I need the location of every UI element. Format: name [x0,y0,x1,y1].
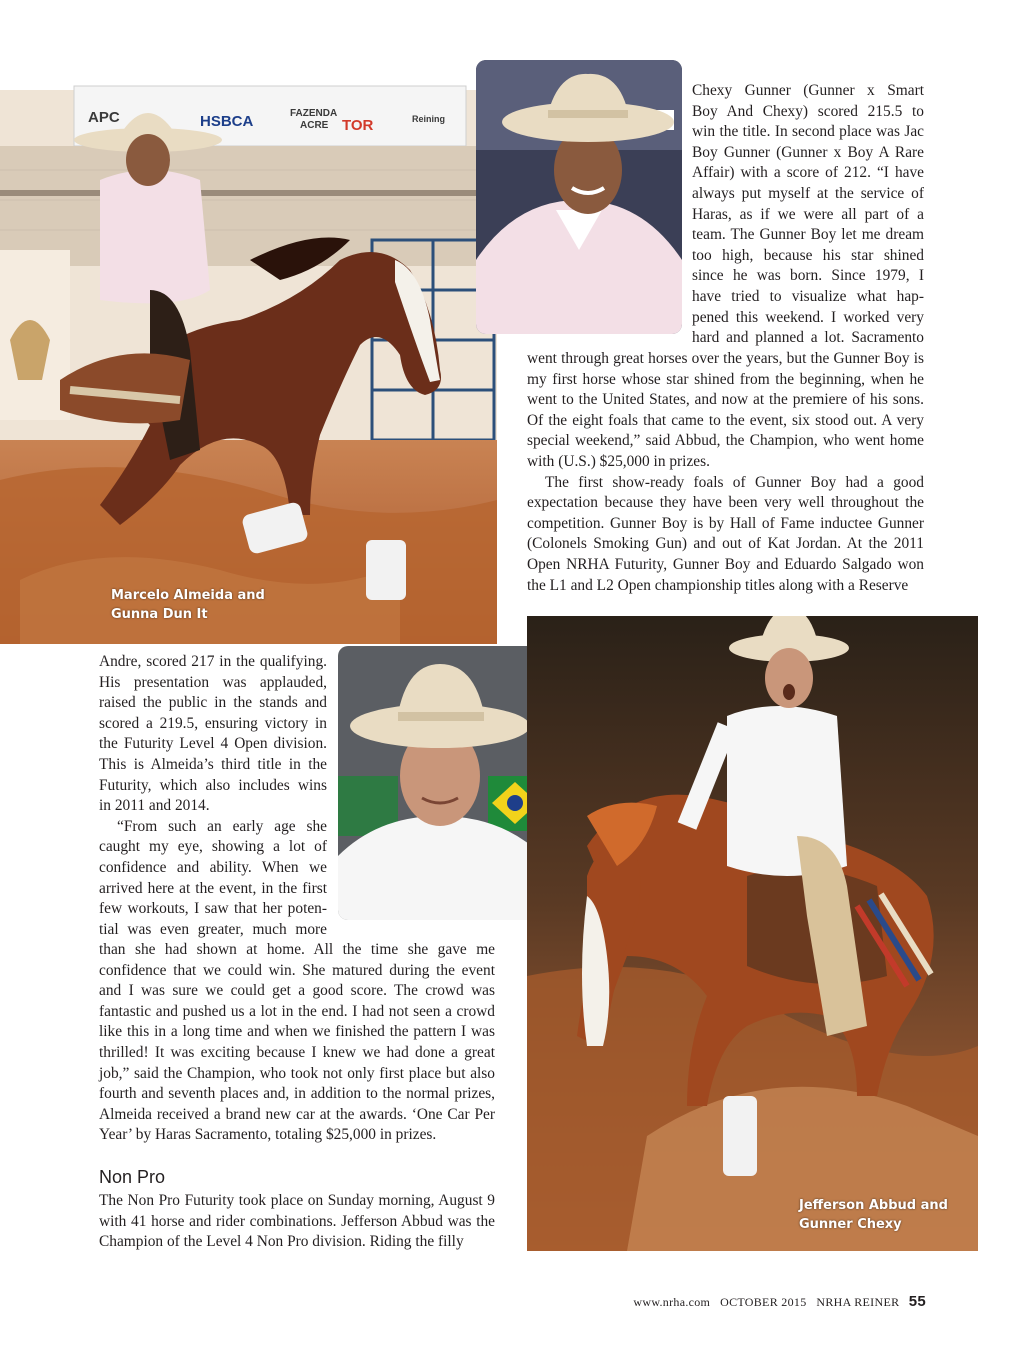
photo-jefferson-abbud [527,616,978,1251]
page-footer [633,1293,926,1310]
text-line: the Futurity Level 4 Open division. [99,735,327,753]
reining-horse-image [0,60,497,644]
text-line: Andre, scored 217 in the qualifying. [99,653,327,670]
photo-marcelo-almeida [0,60,497,644]
article-column-right-wide [527,349,924,596]
footer-url: www.nrha.com [633,1295,711,1309]
text-line: hard and planned a lot. Sacramento [692,329,924,347]
photo-portrait-almeida [338,646,543,920]
text-line: raised the public in the stands and [99,694,327,712]
text-line: win the title. In second place was Jac [692,123,924,141]
text-line: have tried to visualize what hap- [692,287,924,305]
text-line: caught my eye, showing a lot of [99,838,327,856]
text-line: arrived here at the event, in the first [99,879,327,897]
banner-text-3: FAZENDA [290,108,338,119]
paragraph: than she had shown at home. All the time she gave me confidence that we could win. She matured during the event and I was sure we could get a good score. The crowd was fantastic and pushed us a lot in the end. I had not seen a crowd like this in a long time and when we finished the pattern I was thrilled! It was exciting because I knew we had done a great job,” said the Champion, who took not only first place but also fourth and seventh places and, in addition to the normal prizes, Almeida received a brand new car at the awards. ‘One Car Per Year’ by Haras Sacramento, totaling $25,000 in prizes. [99,941,495,1144]
article-column-left-wide [99,940,495,1146]
text-line: since he was born. Since 1979, I [692,267,924,285]
caption-line: Marcelo Almeida and [111,588,265,603]
text-line: too high, because his star shined [692,246,924,264]
text-line: always put myself at the service of [692,184,924,202]
text-line: pened this weekend. I worked very [692,308,924,326]
text-line: confidence and ability. When we [99,858,327,876]
caption-line: Jefferson Abbud and [799,1198,948,1213]
article-column-non-pro [99,1191,495,1253]
text-line: Futurity, which also includes wins [99,776,327,794]
text-line: in 2011 and 2014. [99,797,210,815]
text-line: Haras, as if we were all part of a [692,205,924,223]
page-number: 55 [908,1293,926,1310]
paragraph: went through great horses over the years, but the Gunner Boy is my first horse whose star shined from the beginning, when he went to the United States, and now at the premiere of his sons. Of the eight foals that came to the event, six stood out. A very special weekend,” said Abbud, the Champion, who went home with (U.S.) $25,000 in prizes. [527,350,924,470]
footer-issue: OCTOBER 2015 [720,1295,807,1309]
portrait-image [338,646,543,920]
text-line: Boy And Chexy) scored 215.5 to [692,102,924,120]
text-line: Chexy Gunner (Gunner x Smart [692,82,924,99]
banner-text-2: HSBCA [200,113,254,130]
caption-line: Gunner Chexy [799,1217,902,1232]
portrait-image [476,60,682,334]
photo-caption-jefferson [799,1196,948,1234]
banner-text-1: APC [88,109,120,126]
footer-magazine: NRHA REINER [816,1295,900,1309]
reining-horse-image [527,616,978,1251]
text-line: tial was even greater, much more [99,920,327,938]
text-line: “From such an early age she [117,817,327,835]
text-line: Boy Gunner (Gunner x Boy A Rare [692,143,924,161]
banner-text-5: TOR [342,117,374,134]
text-line: This is Almeida’s third title in the [99,755,327,773]
banner-text-4: ACRE [300,120,329,131]
banner-text-6: Reining [412,114,445,124]
text-line: few workouts, I saw that her poten- [99,900,327,918]
paragraph: The first show-ready foals of Gunner Boy had a good expectation because they have been very well throughout the competition. Gunner Boy is by Hall of Fame inductee Gunner (Colonels Smoking Gun) and out of Kat Jordan. At the 2011 Open NRHA Futurity, Gunner Boy and Eduardo Salgado won the L1 and L2 Open championship titles along with a Reserve [527,473,924,594]
photo-portrait-abbud [476,60,682,334]
photo-caption-marcelo [111,586,265,624]
caption-line: Gunna Dun It [111,607,208,622]
section-heading-non-pro: Non Pro [99,1167,166,1187]
text-line: team. The Gunner Boy let me dream [692,226,924,244]
paragraph: The Non Pro Futurity took place on Sunday morning, August 9 with 41 horse and rider combinations. Jefferson Abbud was the Champion of the Level 4 Non Pro division. Riding the filly [99,1192,495,1251]
text-line: scored a 219.5, ensuring victory in [99,714,327,732]
text-line: Affair) with a score of 212. “I have [692,164,924,182]
article-column-top-right-narrow [692,81,924,349]
article-column-left-narrow [99,652,327,940]
text-line: His presentation was applauded, [99,673,327,691]
